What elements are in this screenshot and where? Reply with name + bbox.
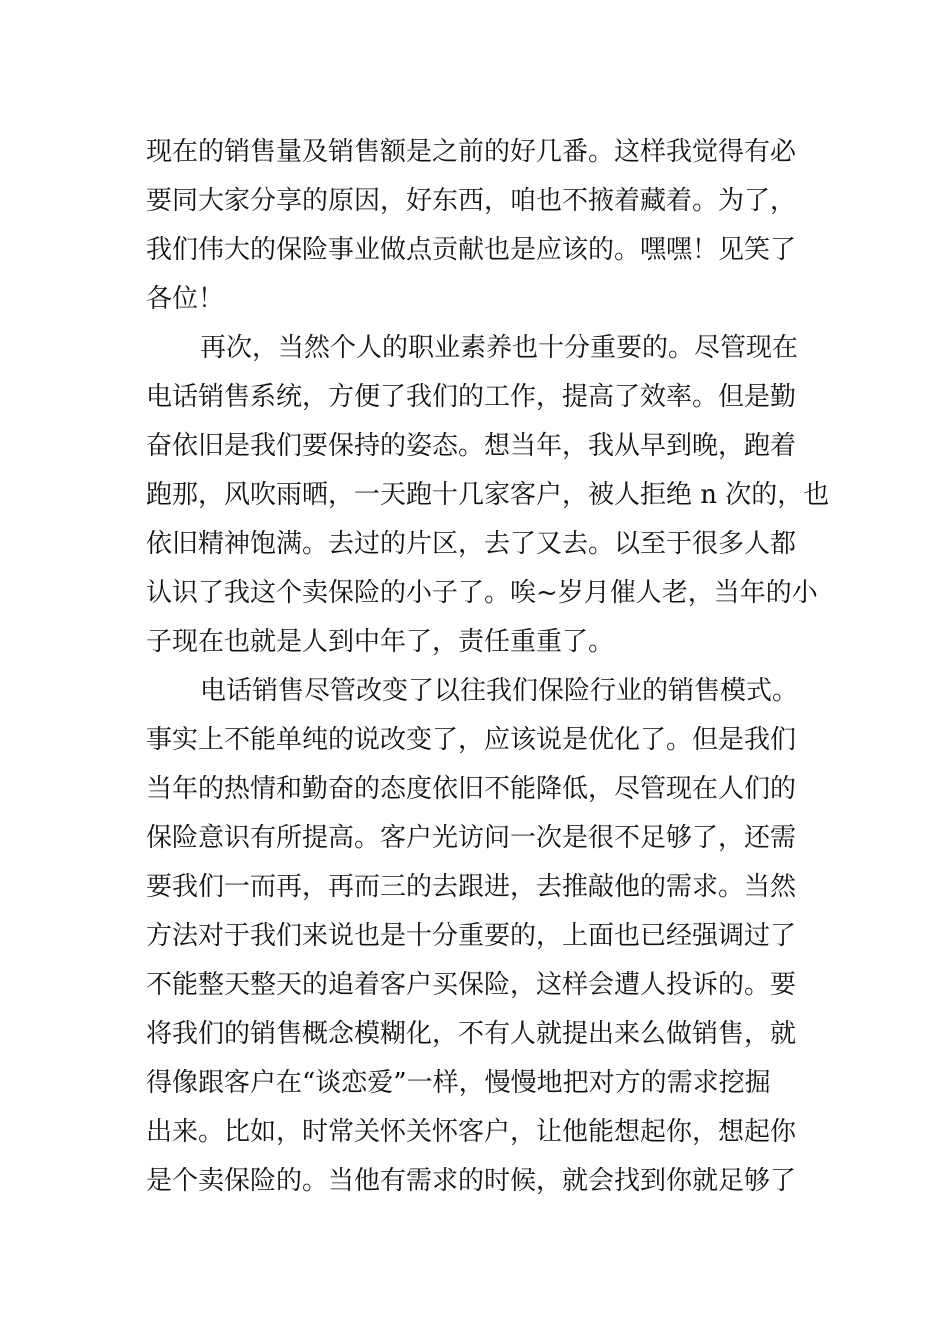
text-line: 出来。比如，时常关怀关怀客户，让他能想起你，想起你 [146, 1117, 797, 1147]
text-line: 将我们的销售概念模糊化，不有人就提出来么做销售，就 [146, 1019, 797, 1049]
document-body [146, 128, 830, 1206]
text-line: 依旧精神饱满。去过的片区，去了又去。以至于很多人都 [146, 529, 797, 559]
text-line: 现在的销售量及销售额是之前的好几番。这样我觉得有必 [146, 137, 797, 167]
text-line: 当年的热情和勤奋的态度依旧不能降低，尽管现在人们的 [146, 774, 797, 804]
text-line: 保险意识有所提高。客户光访问一次是很不足够了，还需 [146, 823, 797, 853]
text-line: 跑那，风吹雨晒，一天跑十几家客户，被人拒绝 n 次的，也 [146, 480, 830, 510]
text-line: 要同大家分享的原因，好东西，咱也不掖着藏着。为了， [146, 186, 797, 216]
text-line: 再次，当然个人的职业素养也十分重要的。尽管现在 [200, 333, 799, 363]
text-line: 我们伟大的保险事业做点贡献也是应该的。嘿嘿！见笑了 [146, 235, 797, 265]
text-line: 得像跟客户在“谈恋爱”一样，慢慢地把对方的需求挖掘 [146, 1068, 771, 1098]
text-line: 事实上不能单纯的说改变了，应该说是优化了。但是我们 [146, 725, 797, 755]
text-line: 电话销售尽管改变了以往我们保险行业的销售模式。 [200, 676, 799, 706]
text-line: 各位！ [146, 284, 225, 314]
text-line: 方法对于我们来说也是十分重要的，上面也已经强调过了 [146, 921, 797, 951]
text-line: 要我们一而再，再而三的去跟进，去推敲他的需求。当然 [146, 872, 797, 902]
text-line: 奋依旧是我们要保持的姿态。想当年，我从早到晚，跑着 [146, 431, 797, 461]
text-line: 子现在也就是人到中年了，责任重重了。 [146, 627, 615, 657]
text-line: 认识了我这个卖保险的小子了。唉~岁月催人老，当年的小 [146, 578, 818, 608]
text-line: 电话销售系统，方便了我们的工作，提高了效率。但是勤 [146, 382, 797, 412]
text-line: 是个卖保险的。当他有需求的时候，就会找到你就足够了 [146, 1166, 797, 1196]
text-line: 不能整天整天的追着客户买保险，这样会遭人投诉的。要 [146, 970, 797, 1000]
